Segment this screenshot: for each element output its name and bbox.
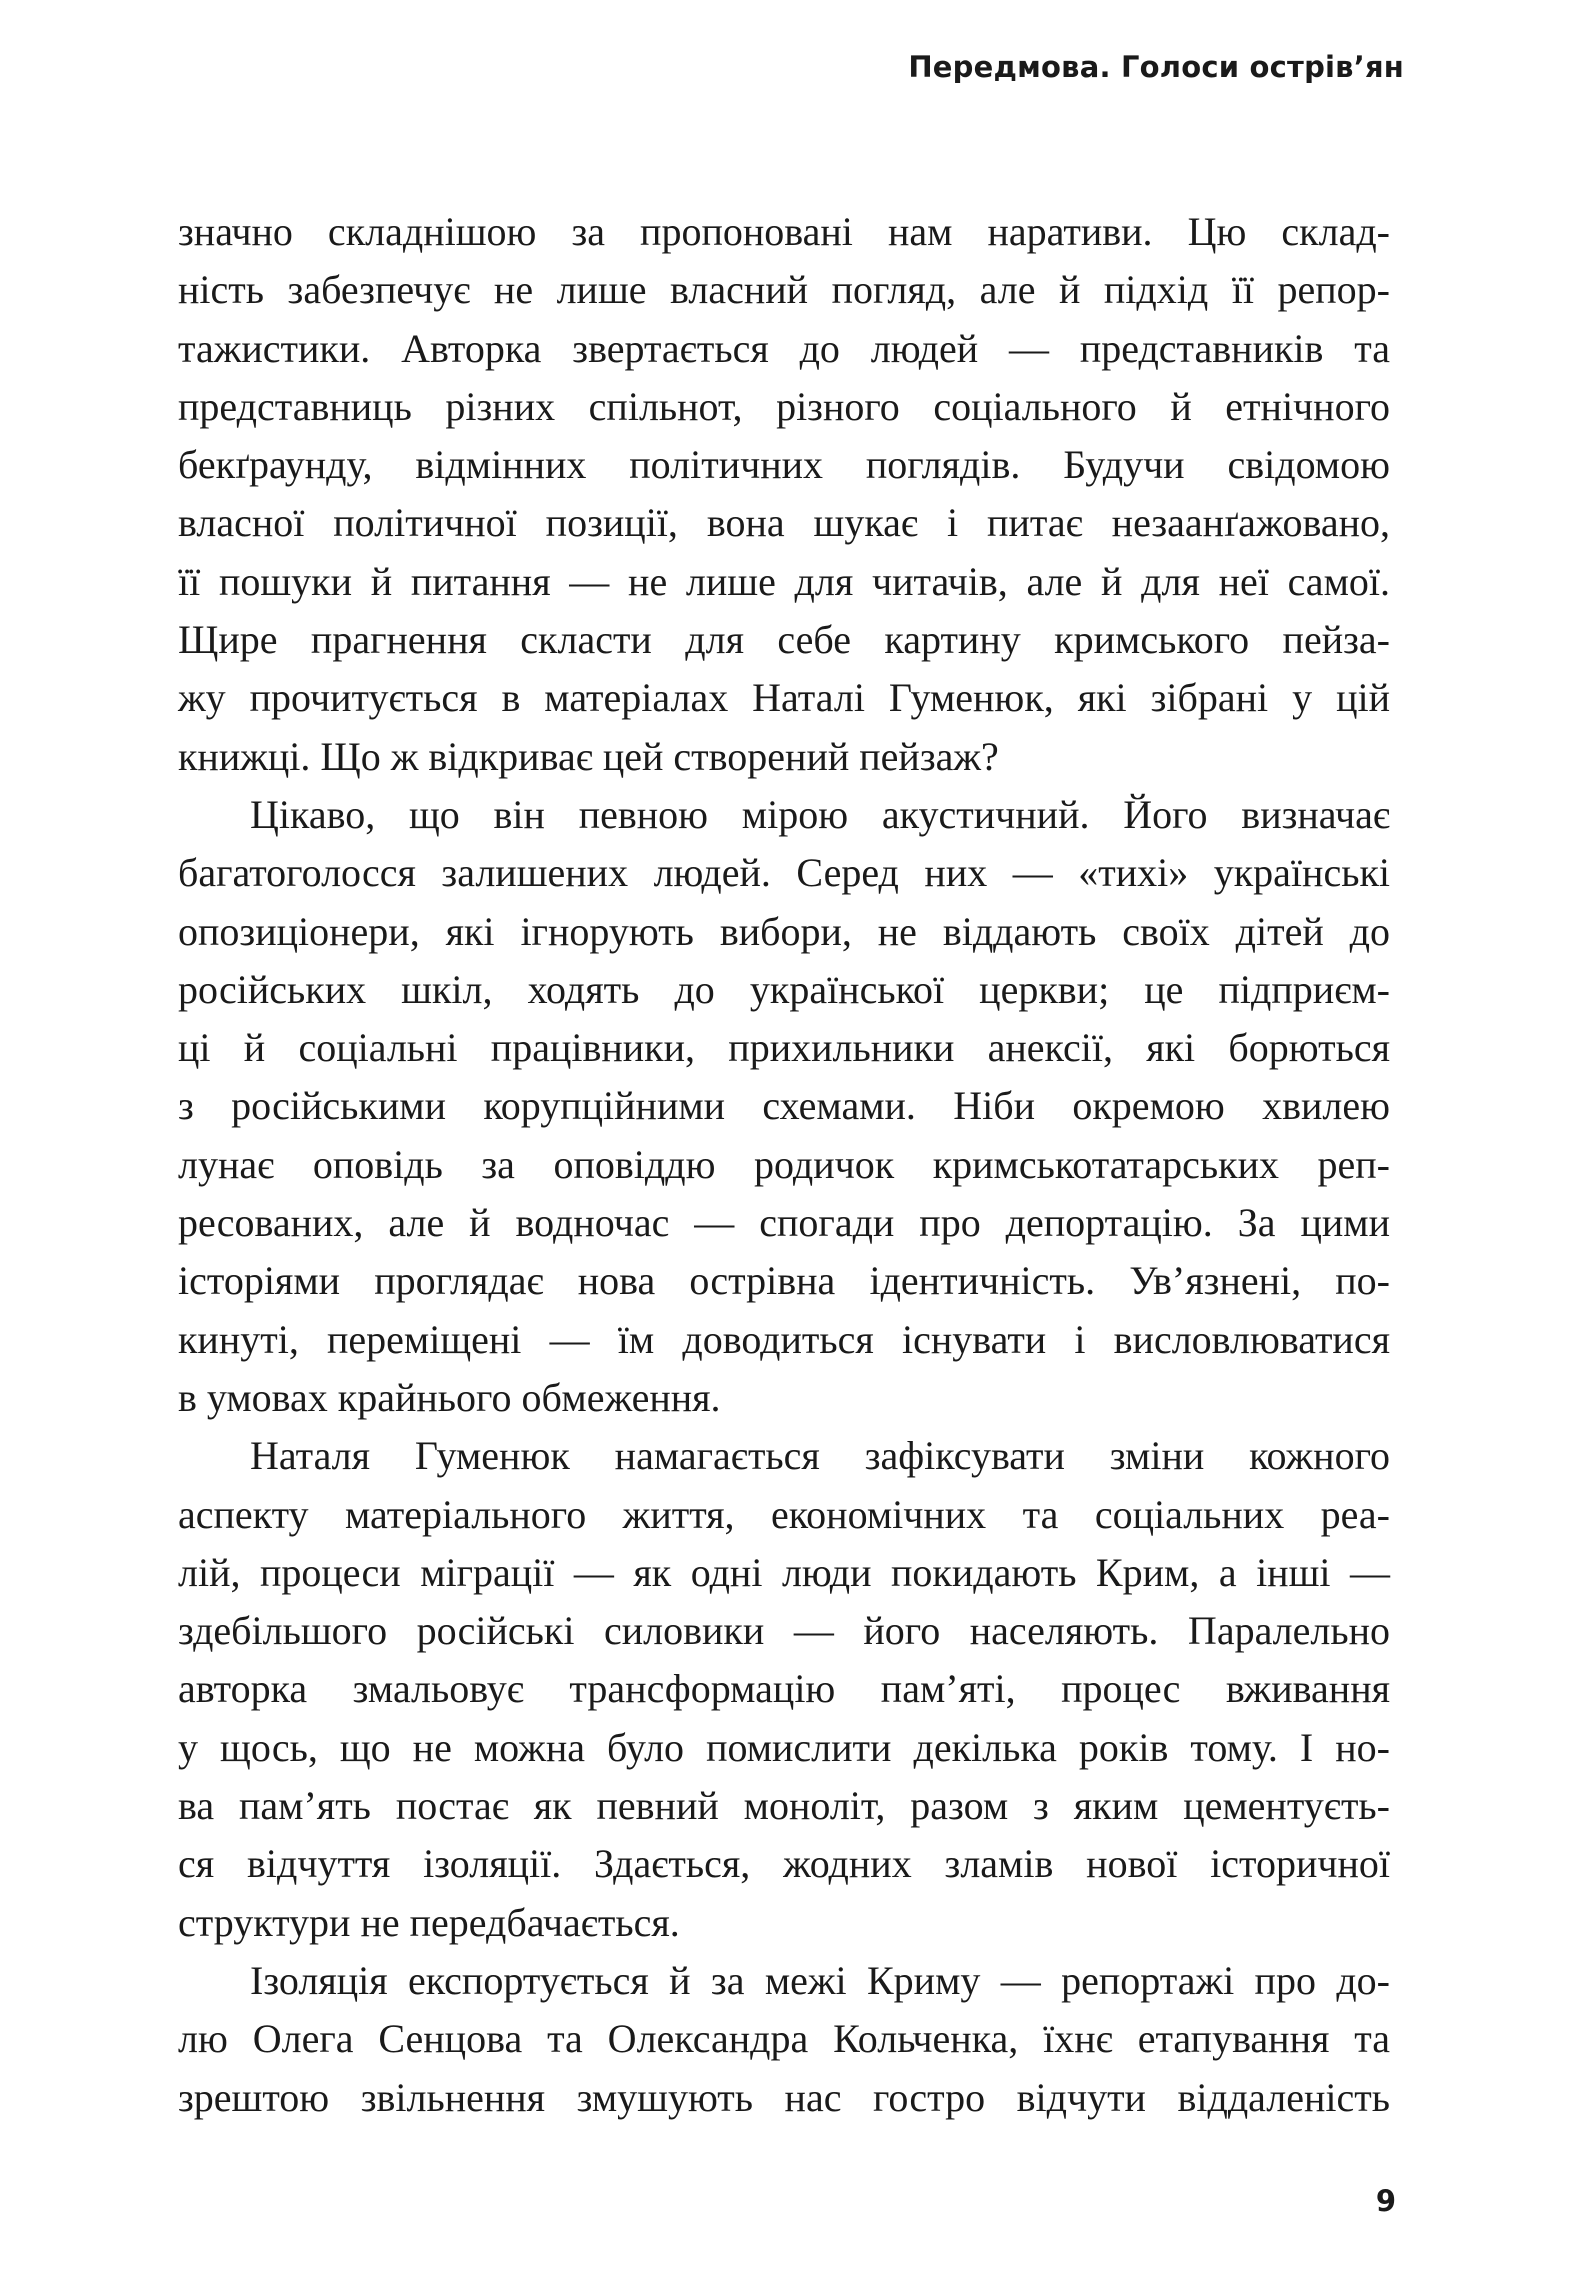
paragraph: [178, 1952, 1390, 2127]
text-line: кинуті, переміщені — їм доводиться існувати і висловлюватися: [178, 1316, 1390, 1362]
text-line: Цікаво, що він певною мірою акустичний. Його визначає: [250, 791, 1390, 837]
text-line: ресованих, але й водночас — спогади про депортацію. За цими: [178, 1200, 1390, 1246]
paragraph: [178, 203, 1390, 786]
text-line: багатоголосся залишених людей. Серед них — «тихі» українські: [178, 850, 1390, 896]
text-line: у щось, що не можна було помислити декілька років тому. І но-: [178, 1724, 1390, 1770]
text-line: бекґраунду, відмінних політичних поглядів. Будучи свідомою: [178, 442, 1390, 488]
text-line: в умовах крайнього обмеження.: [178, 1374, 721, 1420]
text-line: лій, процеси міграції — як одні люди покидають Крим, а інші —: [178, 1549, 1390, 1595]
text-line: опозиціонери, які ігнорують вибори, не віддають своїх дітей до: [178, 908, 1390, 954]
text-line: зрештою звільнення змушують нас гостро відчути віддаленість: [178, 2074, 1390, 2120]
text-line: Ізоляція експортується й за межі Криму — репортажі про до-: [250, 1957, 1390, 2003]
body-text: [178, 203, 1390, 2127]
text-line: ся відчуття ізоляції. Здається, жодних зламів нової історичної: [178, 1841, 1390, 1887]
text-line: ва пам’ять постає як певний моноліт, разом з яким цементуєть-: [178, 1783, 1390, 1829]
text-line: жу прочитується в матеріалах Наталі Гуменюк, які зібрані у цій: [178, 675, 1390, 721]
page-number: 9: [1375, 2184, 1396, 2218]
text-line: власної політичної позиції, вона шукає і питає незаанґажовано,: [178, 500, 1390, 546]
text-line: ність забезпечує не лише власний погляд, але й підхід її репор-: [178, 267, 1390, 313]
text-line: лю Олега Сенцова та Олександра Кольченка, їхнє етапування та: [178, 2016, 1390, 2062]
text-line: тажистики. Авторка звертається до людей — представників та: [178, 325, 1390, 371]
paragraph: [178, 786, 1390, 1427]
text-line: аспекту матеріального життя, економічних та соціальних реа-: [178, 1491, 1390, 1537]
paragraph: [178, 1427, 1390, 1952]
text-line: значно складнішою за пропоновані нам наративи. Цю склад-: [178, 209, 1390, 254]
text-line: Щире прагнення скласти для себе картину кримського пейза-: [178, 617, 1390, 663]
running-header: Передмова. Голоси острів’ян: [908, 50, 1404, 84]
text-line: книжці. Що ж відкриває цей створений пейзаж?: [178, 733, 999, 779]
text-line: історіями проглядає нова острівна ідентичність. Ув’язнені, по-: [178, 1258, 1390, 1304]
text-line: представниць різних спільнот, різного соціального й етнічного: [178, 383, 1390, 429]
text-line: російських шкіл, ходять до української церкви; це підприєм-: [178, 966, 1390, 1012]
text-line: ці й соціальні працівники, прихильники анексії, які борються: [178, 1025, 1390, 1071]
text-line: структури не передбачається.: [178, 1899, 680, 1945]
text-line: авторка змальовує трансформацію пам’яті, процес вживання: [178, 1666, 1390, 1712]
text-line: лунає оповідь за оповіддю родичок кримськотатарських реп-: [178, 1141, 1390, 1187]
text-line: здебільшого російські силовики — його населяють. Паралельно: [178, 1608, 1390, 1654]
text-line: з російськими корупційними схемами. Ніби окремою хвилею: [178, 1083, 1390, 1129]
text-line: її пошуки й питання — не лише для читачів, але й для неї самої.: [178, 558, 1390, 604]
text-line: Наталя Гуменюк намагається зафіксувати зміни кожного: [250, 1433, 1390, 1479]
